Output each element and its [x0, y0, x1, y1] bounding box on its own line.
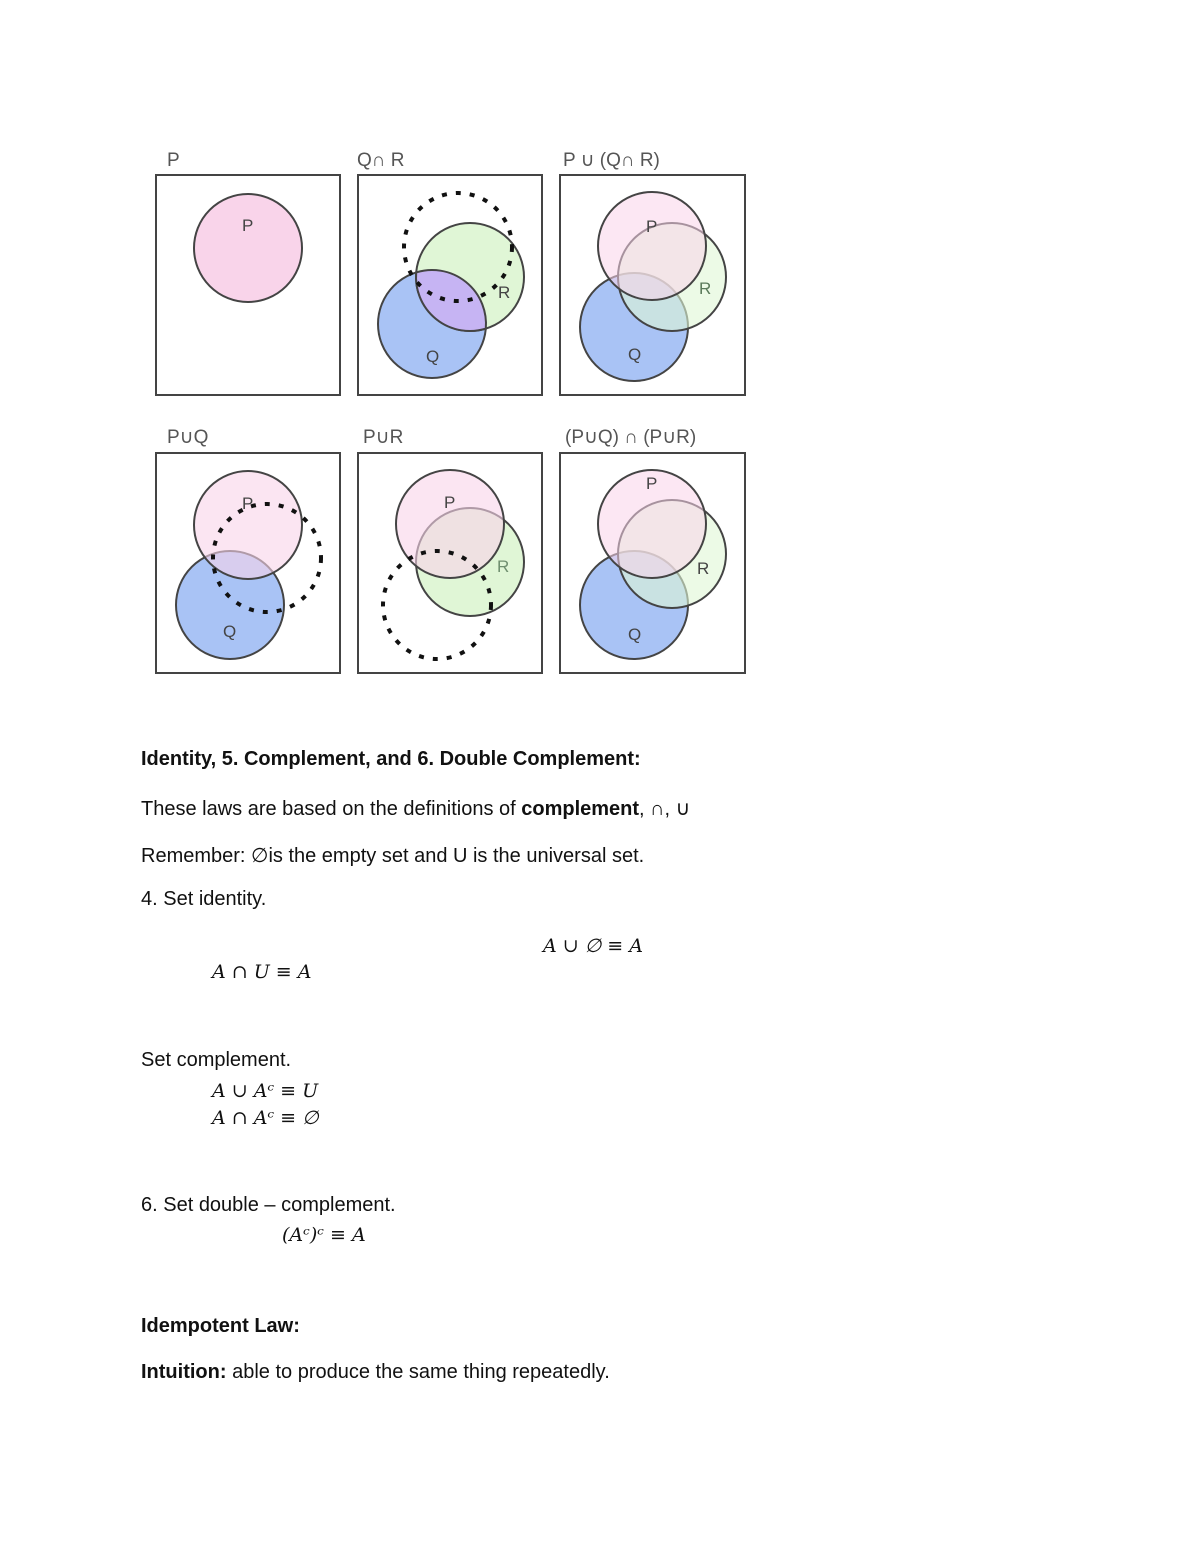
- laws-prefix: These laws are based on the definitions of: [141, 798, 522, 820]
- circle-p: [194, 194, 302, 302]
- label-p: P: [242, 216, 254, 235]
- label-q: Q: [628, 345, 642, 364]
- panel-title-p-union-q-intersect-r: P ∪ (Q∩ R): [563, 150, 660, 171]
- intuition-line: [141, 1361, 610, 1384]
- panel-title-p: P: [167, 150, 180, 171]
- panel-title-p-union-r: P∪R: [363, 427, 404, 448]
- panel-title-p-union-q: P∪Q: [167, 427, 209, 448]
- label-p: P: [242, 494, 254, 513]
- identity-union-formula: A ∪ ∅ ≡ A: [543, 935, 643, 957]
- panel-p-union-q: [156, 427, 340, 673]
- label-q: Q: [223, 622, 237, 641]
- laws-suffix: , ∩, ∪: [639, 798, 691, 820]
- label-r: R: [498, 283, 511, 302]
- intuition-label: Intuition:: [141, 1361, 227, 1383]
- label-r: R: [699, 279, 712, 298]
- remember-note: Remember: ∅is the empty set and U is the universal set.: [141, 845, 645, 867]
- label-p: P: [646, 217, 658, 236]
- double-complement-heading: 6. Set double – complement.: [141, 1194, 396, 1216]
- idempotent-heading: Idempotent Law:: [141, 1315, 300, 1337]
- panel-p-union-q-intersect-p-union-r: [560, 427, 745, 673]
- label-r: R: [697, 559, 710, 578]
- double-complement-formula: (Aᶜ)ᶜ ≡ A: [282, 1224, 366, 1246]
- identity-intersection-formula: A ∩ U ≡ A: [212, 961, 312, 983]
- label-p: P: [646, 474, 658, 493]
- panel-p-union-r: [358, 427, 542, 673]
- panel-title-q-intersect-r: Q∩ R: [357, 150, 405, 171]
- label-q: Q: [628, 625, 642, 644]
- set-complement-heading: Set complement.: [141, 1049, 292, 1071]
- laws-description: [141, 796, 690, 821]
- intuition-text: able to produce the same thing repeatedly.: [226, 1361, 610, 1383]
- complement-intersection-formula: A ∩ Aᶜ ≡ ∅: [212, 1107, 319, 1129]
- circle-p: [598, 192, 706, 300]
- set-identity-heading: 4. Set identity.: [141, 888, 267, 910]
- label-r: R: [497, 557, 510, 576]
- label-q: Q: [426, 347, 440, 366]
- venn-diagrams-figure: [145, 140, 765, 690]
- circle-p: [194, 471, 302, 579]
- panel-p-union-q-intersect-r: [560, 150, 745, 395]
- panel-title-p-union-q-intersect-p-union-r: (P∪Q) ∩ (P∪R): [565, 427, 697, 448]
- label-p: P: [444, 493, 456, 512]
- complement-union-formula: A ∪ Aᶜ ≡ U: [212, 1080, 319, 1102]
- circle-p: [396, 470, 504, 578]
- laws-bold-complement: complement: [521, 798, 640, 820]
- heading-identity-complement: Identity, 5. Complement, and 6. Double Complement:: [141, 748, 641, 770]
- panel-p: [156, 150, 340, 395]
- panel-q-intersect-r: [357, 150, 542, 395]
